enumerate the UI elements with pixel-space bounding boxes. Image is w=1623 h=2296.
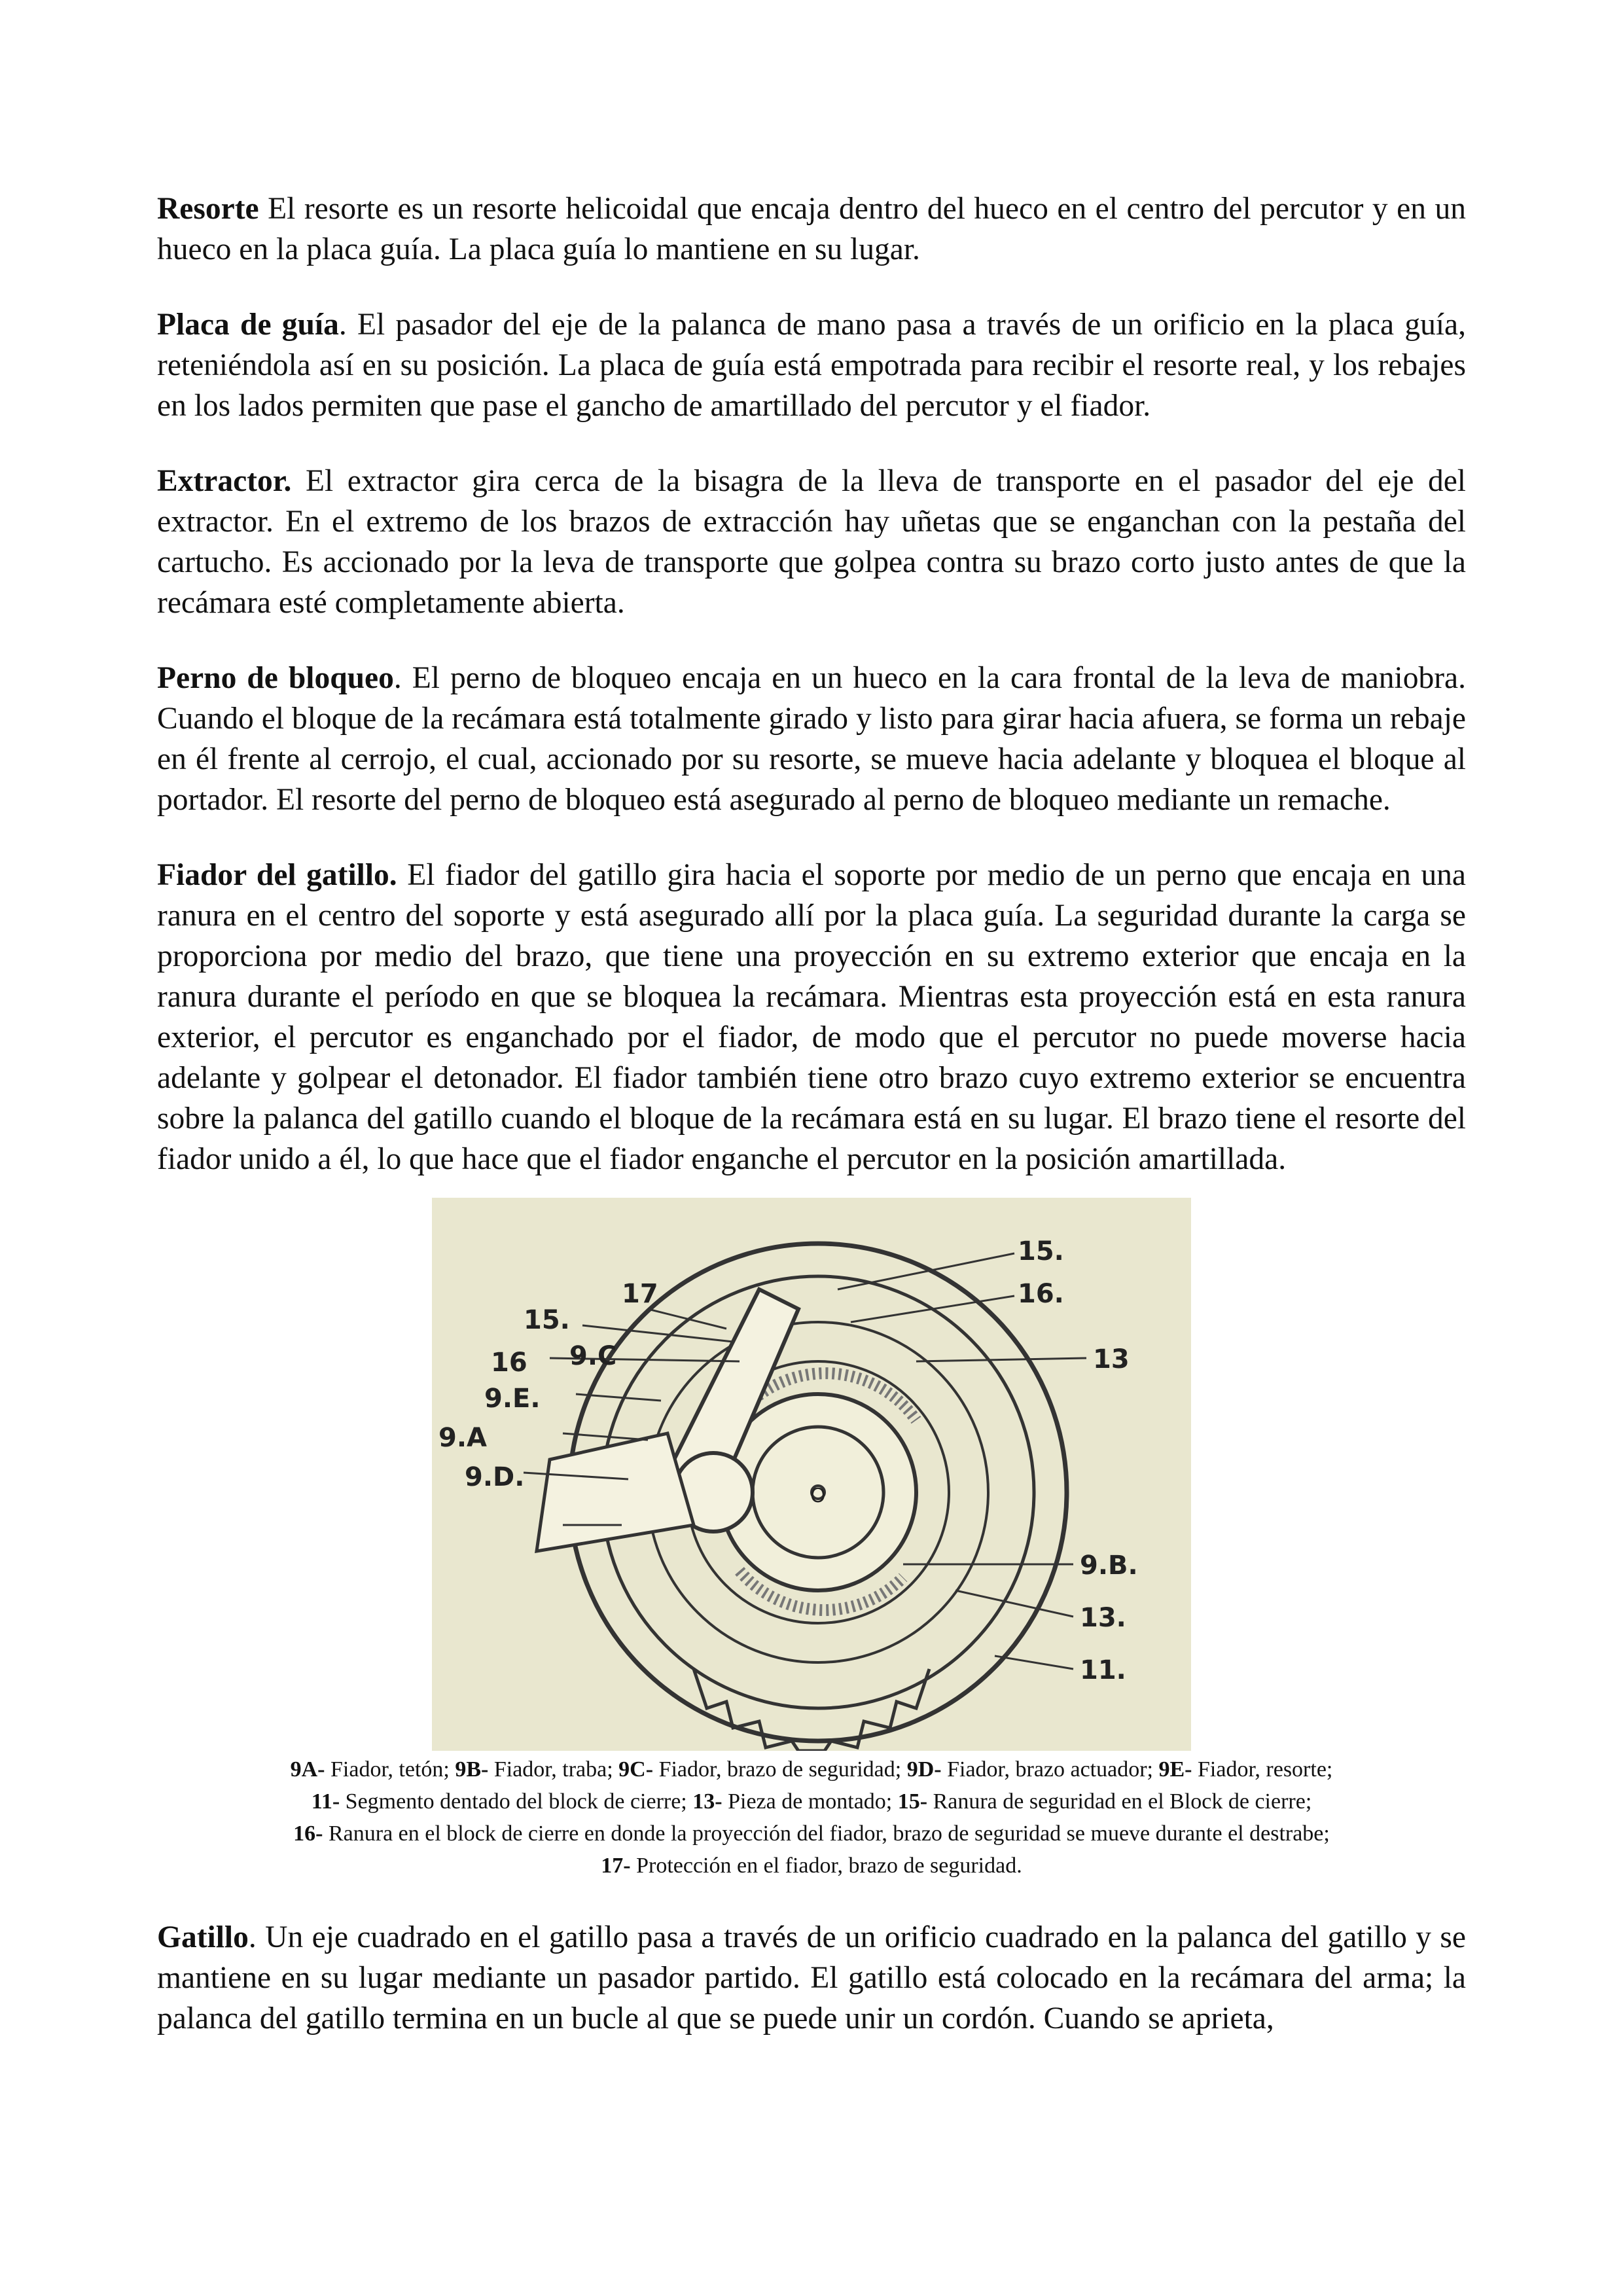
- paragraph-title: Gatillo: [157, 1920, 249, 1954]
- label-9c: 9.C: [569, 1341, 617, 1371]
- paragraph-gatillo: [157, 1917, 1466, 2039]
- paragraph-text: . El perno de bloqueo encaja en un hueco en la cara frontal de la leva de maniobra. Cuando el bloque de la recámara está totalmente girado y listo para girar hacia afuera, se forma un rebaje en él frente al cerrojo, el cual, accionado por su resorte, se mueve hacia adelante y bloquea el bloque al portador. El resorte del perno de bloqueo está asegurado al perno de bloqueo mediante un remache.: [157, 661, 1466, 817]
- caption-line: [157, 1818, 1466, 1850]
- paragraph-text: El extractor gira cerca de la bisagra de la lleva de transporte en el pasador del eje del extractor. En el extremo de los brazos de extracción hay uñetas que se enganchan con la pestaña del cartucho. Es accionado por la leva de transporte que golpea contra su brazo corto justo antes de que la recámara esté completamente abierta.: [157, 464, 1466, 620]
- paragraph-extractor: [157, 461, 1466, 623]
- caption-desc: Fiador, resorte;: [1192, 1757, 1333, 1782]
- caption-key: 9A-: [290, 1757, 325, 1782]
- paragraph-placa-guia: [157, 304, 1466, 426]
- paragraph-text: . Un eje cuadrado en el gatillo pasa a través de un orificio cuadrado en la palanca del gatillo y se mantiene en su lugar mediante un pasador partido. El gatillo está colocado en la recámara del arma; la palanca del gatillo termina en un bucle al que se puede unir un cordón. Cuando se aprieta,: [157, 1920, 1466, 2036]
- paragraph-resorte: [157, 188, 1466, 270]
- paragraph-title: Extractor.: [157, 464, 292, 498]
- figure-caption: [157, 1753, 1466, 1882]
- label-15-left: 15.: [524, 1305, 570, 1335]
- caption-desc: Protección en el fiador, brazo de seguridad.: [630, 1854, 1022, 1878]
- caption-desc: Segmento dentado del block de cierre;: [340, 1789, 693, 1814]
- caption-desc: Ranura en el block de cierre en donde la proyección del fiador, brazo de seguridad se mueve durante el destrabe;: [323, 1821, 1330, 1846]
- paragraph-title: Resorte: [157, 192, 259, 226]
- label-9e: 9.E.: [484, 1384, 541, 1414]
- caption-desc: Pieza de montado;: [722, 1789, 898, 1814]
- caption-key: 13-: [692, 1789, 722, 1814]
- label-16-right: 16.: [1018, 1279, 1064, 1309]
- label-17: 17: [622, 1279, 658, 1309]
- paragraph-perno-bloqueo: [157, 658, 1466, 820]
- paragraph-text: El fiador del gatillo gira hacia el soporte por medio de un perno que encaja en una ranura en el centro del soporte y está asegurado allí por la placa guía. La seguridad durante la carga se proporciona por medio del brazo, que tiene una proyección en su extremo exterior que encaja en la ranura durante el período en que se bloquea la recámara. Mientras esta proyección está en esta ranura exterior, el percutor es enganchado por el fiador, de modo que el percutor no puede moverse hacia adelante y golpear el detonador. El fiador también tiene otro brazo cuyo extremo exterior se encuentra sobre la palanca del gatillo cuando el bloque de la recámara está en su lugar. El brazo tiene el resorte del fiador unido a él, lo que hace que el fiador enganche el percutor en la posición amartillada.: [157, 858, 1466, 1176]
- breech-block-diagram: [432, 1198, 1191, 1751]
- label-11: 11.: [1080, 1655, 1126, 1685]
- label-16-left: 16: [491, 1348, 527, 1378]
- label-9b: 9.B.: [1080, 1551, 1138, 1581]
- caption-line: [157, 1785, 1466, 1818]
- paragraph-text: El resorte es un resorte helicoidal que encaja dentro del hueco en el centro del percutor y en un hueco en la placa guía. La placa guía lo mantiene en su lugar.: [157, 192, 1466, 266]
- paragraph-text: . El pasador del eje de la palanca de mano pasa a través de un orificio en la placa guía, reteniéndola así en su posición. La placa de guía está empotrada para recibir el resorte real, y los rebajes en los lados permiten que pase el gancho de amartillado del percutor y el fiador.: [157, 308, 1466, 423]
- caption-desc: Fiador, tetón;: [325, 1757, 455, 1782]
- paragraph-fiador-gatillo: [157, 855, 1466, 1179]
- label-13-right: 13: [1093, 1344, 1130, 1374]
- caption-key: 9E-: [1158, 1757, 1192, 1782]
- caption-line: [157, 1850, 1466, 1882]
- caption-desc: Ranura de seguridad en el Block de cierre;: [927, 1789, 1312, 1814]
- caption-key: 15-: [897, 1789, 928, 1814]
- paragraph-title: Placa de guía: [157, 308, 339, 342]
- caption-key: 9B-: [455, 1757, 489, 1782]
- caption-key: 9D-: [906, 1757, 942, 1782]
- label-9d: 9.D.: [465, 1462, 525, 1492]
- label-15-right: 15.: [1018, 1236, 1064, 1266]
- caption-desc: Fiador, brazo de seguridad;: [653, 1757, 907, 1782]
- caption-key: 9C-: [618, 1757, 654, 1782]
- document-page: [157, 188, 1466, 2073]
- caption-desc: Fiador, traba;: [488, 1757, 619, 1782]
- paragraph-title: Perno de bloqueo: [157, 661, 394, 695]
- caption-key: 11-: [311, 1789, 340, 1814]
- paragraph-title: Fiador del gatillo.: [157, 858, 397, 892]
- caption-key: 17-: [601, 1854, 631, 1878]
- label-9a: 9.A: [438, 1423, 487, 1453]
- label-13-bottom: 13.: [1080, 1603, 1126, 1633]
- label-center: O: [810, 1484, 826, 1507]
- caption-desc: Fiador, brazo actuador;: [941, 1757, 1159, 1782]
- caption-line: [157, 1753, 1466, 1785]
- caption-key: 16-: [293, 1821, 323, 1846]
